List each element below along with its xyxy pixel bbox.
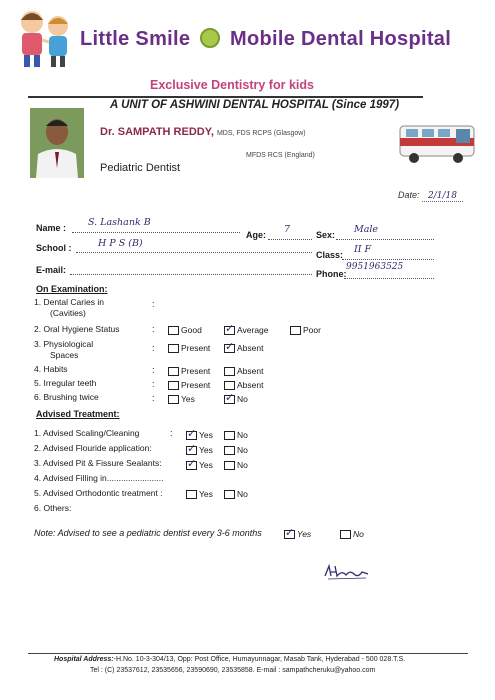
doctor-signature [322, 560, 372, 582]
treatment-item-others [34, 503, 71, 513]
checkbox[interactable] [224, 431, 235, 440]
checkbox[interactable] [186, 446, 197, 455]
ortho-yes-option[interactable] [186, 489, 213, 499]
exam-item-habits [34, 364, 68, 374]
exam-item-irregular [34, 378, 96, 388]
doctor-role: Pediatric Dentist [100, 162, 181, 174]
title-left: Little Smile [80, 28, 191, 50]
address-text: -H.No. 10-3-304/13, Opp: Post Office, Humayunnagar, Masab Tank, Hyderabad - 500 028.T.S. [113, 656, 406, 663]
hospital-title [80, 28, 451, 51]
treatment-item-num: 5. [34, 488, 42, 498]
treatment-item-num: 1. [34, 428, 42, 438]
date-label: Date: [398, 190, 420, 200]
date-value[interactable]: 2/1/18 [422, 191, 463, 202]
checkbox[interactable] [224, 395, 235, 404]
flouride-yes-option[interactable] [186, 445, 213, 455]
colon: : [152, 379, 155, 389]
option-label: Yes [181, 394, 195, 404]
date-field [398, 190, 463, 201]
doctor-quals-2: MFDS RCS (England) [246, 152, 315, 159]
colon: : [152, 343, 155, 353]
checkbox[interactable] [224, 490, 235, 499]
checkbox[interactable] [224, 446, 235, 455]
doctor-quals: MDS, FDS RCPS (Glasgow) [216, 130, 306, 137]
exam-item-caries-sub: (Cavities) [50, 308, 86, 318]
age-label: Age: [246, 230, 266, 240]
exam-item-label: Oral Hygiene Status [43, 324, 120, 334]
doctor-photo [30, 108, 84, 178]
exam-item-num: 2. [34, 324, 42, 334]
divider [28, 96, 423, 98]
treatment-item-label: Advised Pit & Fissure Sealants: [43, 458, 162, 468]
option-label: Yes [199, 460, 213, 470]
brushing-yes-option[interactable] [168, 394, 195, 404]
phone-label: Phone: [316, 269, 347, 279]
exam-item-num: 5. [34, 378, 42, 388]
checkbox[interactable] [284, 530, 295, 539]
option-label: No [237, 394, 248, 404]
irregular-present-option[interactable] [168, 380, 210, 390]
checkbox[interactable] [224, 461, 235, 470]
exam-item-label: Physiological [43, 339, 94, 349]
exam-item-label: Irregular teeth [43, 378, 97, 388]
option-label: Present [181, 380, 211, 390]
option-label: Yes [199, 489, 213, 499]
kids-logo-icon [8, 6, 80, 70]
option-label: Yes [199, 445, 213, 455]
exam-item-spaces [34, 339, 93, 349]
treatment-item-sealants [34, 458, 162, 468]
sex-label: Sex: [316, 230, 336, 240]
scaling-no-option[interactable] [224, 430, 248, 440]
option-label: Absent [237, 366, 264, 376]
phone-value: 9951963525 [346, 262, 404, 272]
spaces-present-option[interactable] [168, 343, 210, 353]
checkbox[interactable] [168, 381, 179, 390]
habits-present-option[interactable] [168, 366, 210, 376]
colon: : [170, 428, 173, 438]
examination-heading: On Examination: [36, 284, 108, 294]
option-label: No [237, 489, 248, 499]
note-yes-option[interactable] [284, 529, 311, 539]
checkbox[interactable] [168, 367, 179, 376]
exam-item-brushing [34, 392, 99, 402]
note-no-option[interactable] [340, 529, 364, 539]
checkbox[interactable] [186, 490, 197, 499]
followup-note: Note: Advised to see a pediatric dentist every 3-6 months [34, 528, 262, 538]
name-label: Name : [36, 223, 67, 233]
treatment-item-label: Advised Scaling/Cleaning [43, 428, 140, 438]
address-label: Hospital Address: [54, 656, 114, 663]
habits-absent-option[interactable] [224, 366, 263, 376]
treatment-item-num: 6. [34, 503, 42, 513]
ortho-no-option[interactable] [224, 489, 248, 499]
exam-item-num: 4. [34, 364, 42, 374]
treatment-item-flouride [34, 443, 152, 453]
option-label: Good [181, 325, 202, 335]
irregular-absent-option[interactable] [224, 380, 263, 390]
checkbox[interactable] [186, 461, 197, 470]
hygiene-good-option[interactable] [168, 325, 202, 335]
option-label: Present [181, 366, 211, 376]
sealants-yes-option[interactable] [186, 460, 213, 470]
treatment-item-label: Advised Filling in........................ [43, 473, 164, 483]
scaling-yes-option[interactable] [186, 430, 213, 440]
footer-contact: Tel : (C) 23537612, 23535656, 23590690, 23535858. E-mail : sampathcheruku@yahoo.com [90, 667, 376, 674]
exam-item-label: Brushing twice [43, 392, 99, 402]
sex-field[interactable] [336, 230, 434, 240]
sex-value: Male [354, 224, 379, 235]
colon: : [152, 365, 155, 375]
option-label: Yes [199, 430, 213, 440]
sealants-no-option[interactable] [224, 460, 248, 470]
colon: : [152, 324, 155, 334]
colon: : [152, 299, 155, 309]
tagline: Exclusive Dentistry for kids [150, 78, 314, 92]
checkbox[interactable] [224, 381, 235, 390]
class-label: Class: [316, 250, 344, 260]
hygiene-poor-option[interactable] [290, 325, 321, 335]
option-label: Average [237, 325, 269, 335]
flouride-no-option[interactable] [224, 445, 248, 455]
exam-item-caries [34, 297, 104, 307]
email-field[interactable] [70, 265, 312, 275]
treatment-item-num: 2. [34, 443, 42, 453]
title-right: Mobile Dental Hospital [230, 28, 452, 50]
name-value: S. Lashank B [88, 217, 151, 228]
treatment-heading: Advised Treatment: [36, 409, 120, 419]
footer-divider [28, 653, 468, 654]
checkbox[interactable] [290, 326, 301, 335]
treatment-item-scaling [34, 428, 139, 438]
treatment-item-filling [34, 473, 163, 483]
unit-text: A UNIT OF ASHWINI DENTAL HOSPITAL (Since 1997) [110, 99, 400, 111]
mobile-bus-icon [398, 118, 478, 166]
checkbox[interactable] [168, 344, 179, 353]
tooth-badge-icon [200, 28, 220, 48]
exam-item-num: 3. [34, 339, 42, 349]
checkbox[interactable] [224, 344, 235, 353]
doctor-portrait-icon [30, 108, 84, 178]
age-value: 7 [284, 224, 291, 235]
spaces-absent-option[interactable] [224, 343, 263, 353]
checkbox[interactable] [224, 367, 235, 376]
option-label: Absent [237, 343, 264, 353]
school-label: School : [36, 243, 72, 253]
school-value: H P S (B) [98, 238, 143, 249]
option-label: No [353, 529, 364, 539]
email-label: E-mail: [36, 265, 67, 275]
hygiene-average-option[interactable] [224, 325, 269, 335]
option-label: No [237, 460, 248, 470]
colon: : [152, 393, 155, 403]
option-label: Yes [297, 529, 312, 539]
checkbox[interactable] [224, 326, 235, 335]
class-value: II F [354, 244, 372, 255]
exam-item-num: 1. [34, 297, 42, 307]
checkbox[interactable] [340, 530, 351, 539]
option-label: Present [181, 343, 211, 353]
checkbox[interactable] [186, 431, 197, 440]
treatment-item-label: Advised Orthodontic treatment : [43, 488, 163, 498]
exam-item-hygiene [34, 324, 120, 334]
option-label: No [237, 430, 248, 440]
treatment-item-num: 3. [34, 458, 42, 468]
treatment-item-num: 4. [34, 473, 42, 483]
option-label: Absent [237, 380, 264, 390]
checkbox[interactable] [168, 395, 179, 404]
treatment-item-ortho [34, 488, 163, 498]
exam-item-label: Dental Caries in [43, 297, 104, 307]
exam-item-num: 6. [34, 392, 42, 402]
exam-item-spaces-sub: Spaces [50, 350, 79, 360]
treatment-item-label: Others: [43, 503, 72, 513]
doctor-name: Dr. SAMPATH REDDY, [100, 126, 214, 138]
option-label: No [237, 445, 248, 455]
brushing-no-option[interactable] [224, 394, 248, 404]
treatment-item-label: Advised Flouride application: [43, 443, 152, 453]
doctor-name-line [100, 126, 306, 138]
footer-address [54, 656, 405, 663]
option-label: Poor [303, 325, 321, 335]
exam-item-label: Habits [43, 364, 68, 374]
checkbox[interactable] [168, 326, 179, 335]
